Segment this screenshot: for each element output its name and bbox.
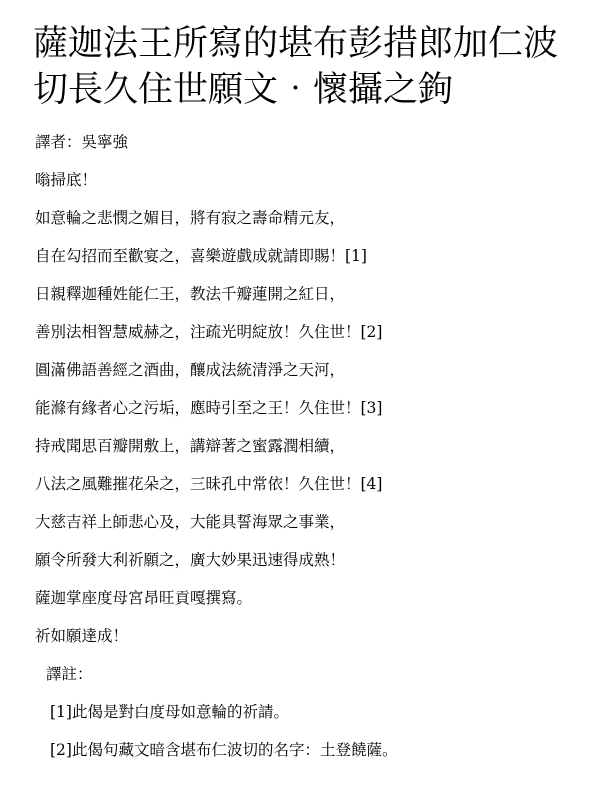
closing-prayer: 祈如願達成！ xyxy=(35,627,129,645)
verse-line: 大慈吉祥上師悲心及，大能具誓海眾之事業， xyxy=(35,513,346,531)
verse-line: 八法之風難摧花朵之，三昧孔中常依！久住世！[4] xyxy=(35,475,383,493)
author-colophon: 薩迦掌座度母宮昂旺貢嘎撰寫。 xyxy=(35,589,253,607)
title-line-1: 薩迦法王所寫的堪布彭措郎加仁波 xyxy=(33,24,559,64)
translator-credit: 譯者：吳寧強 xyxy=(35,133,129,151)
verse-line: 能滌有緣者心之污垢，應時引至之王！久住世！[3] xyxy=(35,399,383,417)
notes-heading: 譯註： xyxy=(46,665,93,683)
verse-line: 圓滿佛語善經之酒曲，釀成法統清淨之天河， xyxy=(35,361,346,379)
document-title xyxy=(33,21,593,113)
verse-line: 願令所發大利祈願之，廣大妙果迅速得成熟！ xyxy=(35,551,346,569)
title-line-2: 切長久住世願文‧懷攝之鉤 xyxy=(33,70,454,110)
verse-line: 如意輪之悲憫之媚目，將有寂之壽命精元友， xyxy=(35,209,346,227)
verse-line: 自在勾招而至歡宴之，喜樂遊戲成就請即賜！[1] xyxy=(35,247,367,265)
verse-line: 善別法相智慧威赫之，注疏光明綻放！久住世！[2] xyxy=(35,323,383,341)
verse-line: 持戒聞思百瓣開敷上，講辯著之蜜露潤相續， xyxy=(35,437,346,455)
document-body xyxy=(35,133,585,779)
footnote: [1]此偈是對白度母如意輪的祈請。 xyxy=(50,703,289,721)
verse-line: 日親釋迦種姓能仁王，教法千瓣蓮開之紅日， xyxy=(35,285,346,303)
verse-line: 嗡掃底！ xyxy=(35,171,98,189)
footnote: [2]此偈句藏文暗含堪布仁波切的名字：土登饒薩。 xyxy=(50,741,398,759)
